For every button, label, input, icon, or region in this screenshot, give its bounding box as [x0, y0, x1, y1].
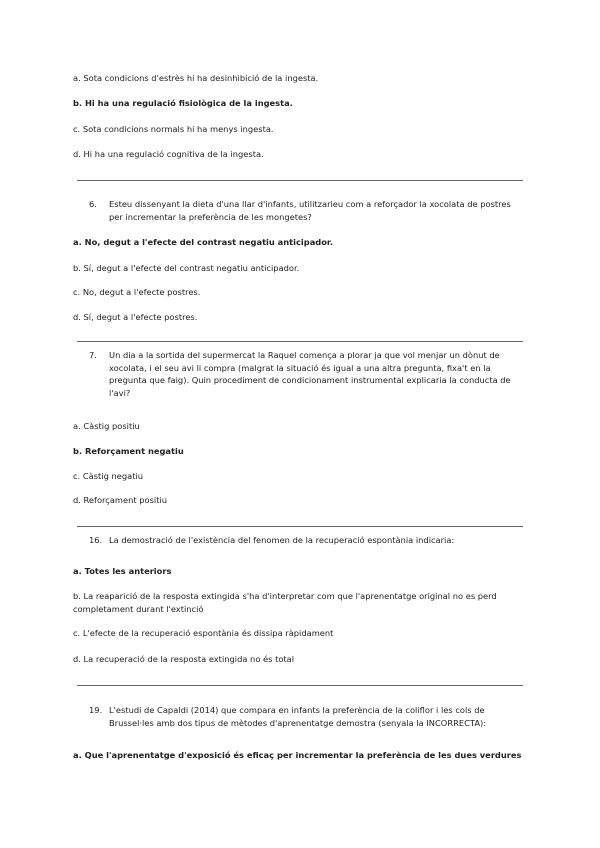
q16-option-d: d. La recuperació de la resposta extingida no és total: [73, 654, 295, 664]
q7-option-d: d. Reforçament positiu: [73, 495, 168, 505]
question-number: 6.: [89, 199, 97, 209]
question-19: [89, 704, 521, 729]
separator-line: [77, 526, 523, 527]
q6-option-d: d. Sí, degut a l'efecte postres.: [73, 312, 198, 322]
q7-option-c: c. Càstig negatiu: [73, 471, 144, 481]
q19-option-a-correct: a. Que l'aprenentatge d'exposició és eficaç per incrementar la preferència de les dues verdures: [73, 750, 522, 760]
question-number: 16.: [89, 535, 103, 545]
separator-line: [77, 180, 523, 181]
separator-line: [77, 341, 523, 342]
question-text: Esteu dissenyant la dieta d'una llar d'infants, utilitzarieu com a reforçador la xocolata de postres per incrementar la preferència de les mongetes?: [109, 199, 511, 222]
q6-option-c: c. No, degut a l'efecte postres.: [73, 287, 201, 297]
question-text: La demostració de l'existència del fenomen de la recuperació espontània indicaria:: [109, 535, 455, 545]
q16-option-b: b. La reaparició de la resposta extingida s'ha d'interpretar com que l'aprenentatge original no es perd completament durant l'extinció: [73, 591, 497, 614]
option-b-correct: b. Hi ha una regulació fisiològica de la ingesta.: [73, 98, 293, 108]
question-text: L'estudi de Capaldi (2014) que compara en infants la preferència de la coliflor i les cols de Brussel·les amb dos tipus de mètodes d'aprenentatge demostra (senyala la INCORRECTA):: [109, 705, 487, 728]
question-number: 7.: [89, 350, 97, 360]
q7-option-a: a. Càstig positiu: [73, 421, 140, 431]
q16-option-c: c. L'efecte de la recuperació espontània és dissipa ràpidament: [73, 628, 334, 638]
q7-option-b-correct: b. Reforçament negatiu: [73, 446, 184, 456]
option-d: d. Hi ha una regulació cognitiva de la ingesta.: [73, 149, 264, 159]
question-6: [89, 198, 521, 223]
question-16: [89, 534, 521, 547]
question-7: [89, 349, 521, 399]
question-number: 19.: [89, 705, 103, 715]
q6-option-b: b. Sí, degut a l'efecte del contrast negatiu anticipador.: [73, 263, 300, 273]
q6-option-a-correct: a. No, degut a l'efecte del contrast negatiu anticipador.: [73, 237, 333, 247]
separator-line: [77, 685, 523, 686]
option-c: c. Sota condicions normals hi ha menys ingesta.: [73, 124, 274, 134]
q16-option-a-correct: a. Totes les anteriors: [73, 566, 172, 576]
question-text: Un dia a la sortida del supermercat la Raquel comença a plorar ja que vol menjar un dònut de xocolata, i el seu avi li compra (malgrat la situació és igual a una altra pregunta, fixa't en la pregunta que faig). Quin procediment de condicionament instrumental explicaria la conducta de l'avi?: [109, 350, 511, 398]
option-a: a. Sota condicions d'estrès hi ha desinhibició de la ingesta.: [73, 73, 319, 83]
